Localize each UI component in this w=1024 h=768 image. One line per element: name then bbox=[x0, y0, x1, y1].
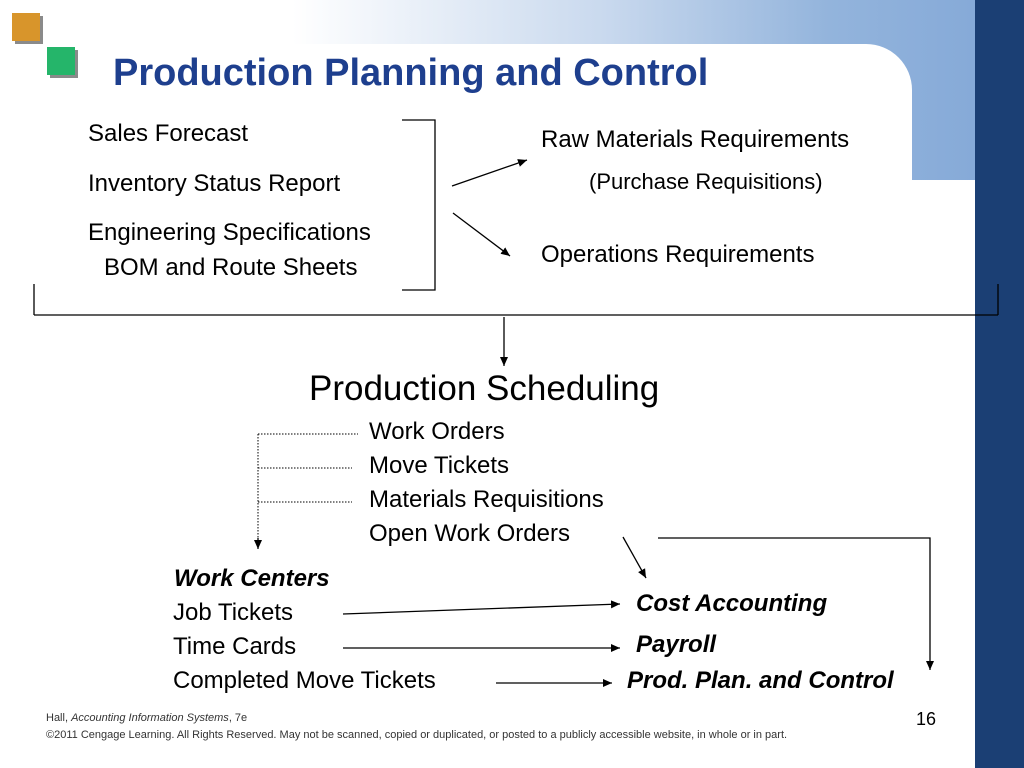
footer-citation: Hall, Accounting Information Systems, 7e bbox=[46, 712, 248, 724]
arrow-open-orders-to-ppc bbox=[658, 538, 930, 670]
work-centers-title: Work Centers bbox=[174, 565, 330, 592]
arrow-to-raw-materials bbox=[452, 160, 527, 186]
input-bom-route-sheets: BOM and Route Sheets bbox=[104, 254, 358, 281]
input-sales-forecast: Sales Forecast bbox=[88, 120, 249, 147]
wc-job-tickets: Job Tickets bbox=[173, 599, 294, 626]
doc-open-work-orders: Open Work Orders bbox=[369, 520, 570, 547]
arrow-job-tickets bbox=[343, 604, 620, 614]
output-operations: Operations Requirements bbox=[541, 241, 815, 268]
page-number: 16 bbox=[916, 709, 937, 729]
doc-move-tickets: Move Tickets bbox=[369, 452, 510, 479]
arrow-open-orders-to-cost bbox=[623, 537, 646, 578]
output-purchase-requisitions: (Purchase Requisitions) bbox=[589, 169, 823, 194]
dest-cost-accounting: Cost Accounting bbox=[636, 590, 828, 617]
input-inventory-status-report: Inventory Status Report bbox=[88, 170, 341, 197]
production-scheduling-title: Production Scheduling bbox=[309, 369, 660, 408]
slide-title: Production Planning and Control bbox=[113, 52, 709, 94]
doc-materials-requisitions: Materials Requisitions bbox=[369, 486, 604, 513]
footer-copyright: ©2011 Cengage Learning. All Rights Reserved. May not be scanned, copied or duplicated, or posted to a publicly accessible website, in whole or in part. bbox=[46, 729, 788, 741]
arrow-to-operations bbox=[453, 213, 510, 256]
doc-work-orders: Work Orders bbox=[369, 418, 505, 445]
dest-payroll: Payroll bbox=[636, 631, 717, 658]
inputs-bracket bbox=[402, 120, 435, 290]
input-engineering-specifications: Engineering Specifications bbox=[88, 219, 371, 246]
output-raw-materials: Raw Materials Requirements bbox=[541, 126, 850, 153]
wc-time-cards: Time Cards bbox=[173, 633, 297, 660]
wc-completed-move-tickets: Completed Move Tickets bbox=[173, 667, 436, 694]
dest-prod-plan-control: Prod. Plan. and Control bbox=[627, 667, 894, 694]
